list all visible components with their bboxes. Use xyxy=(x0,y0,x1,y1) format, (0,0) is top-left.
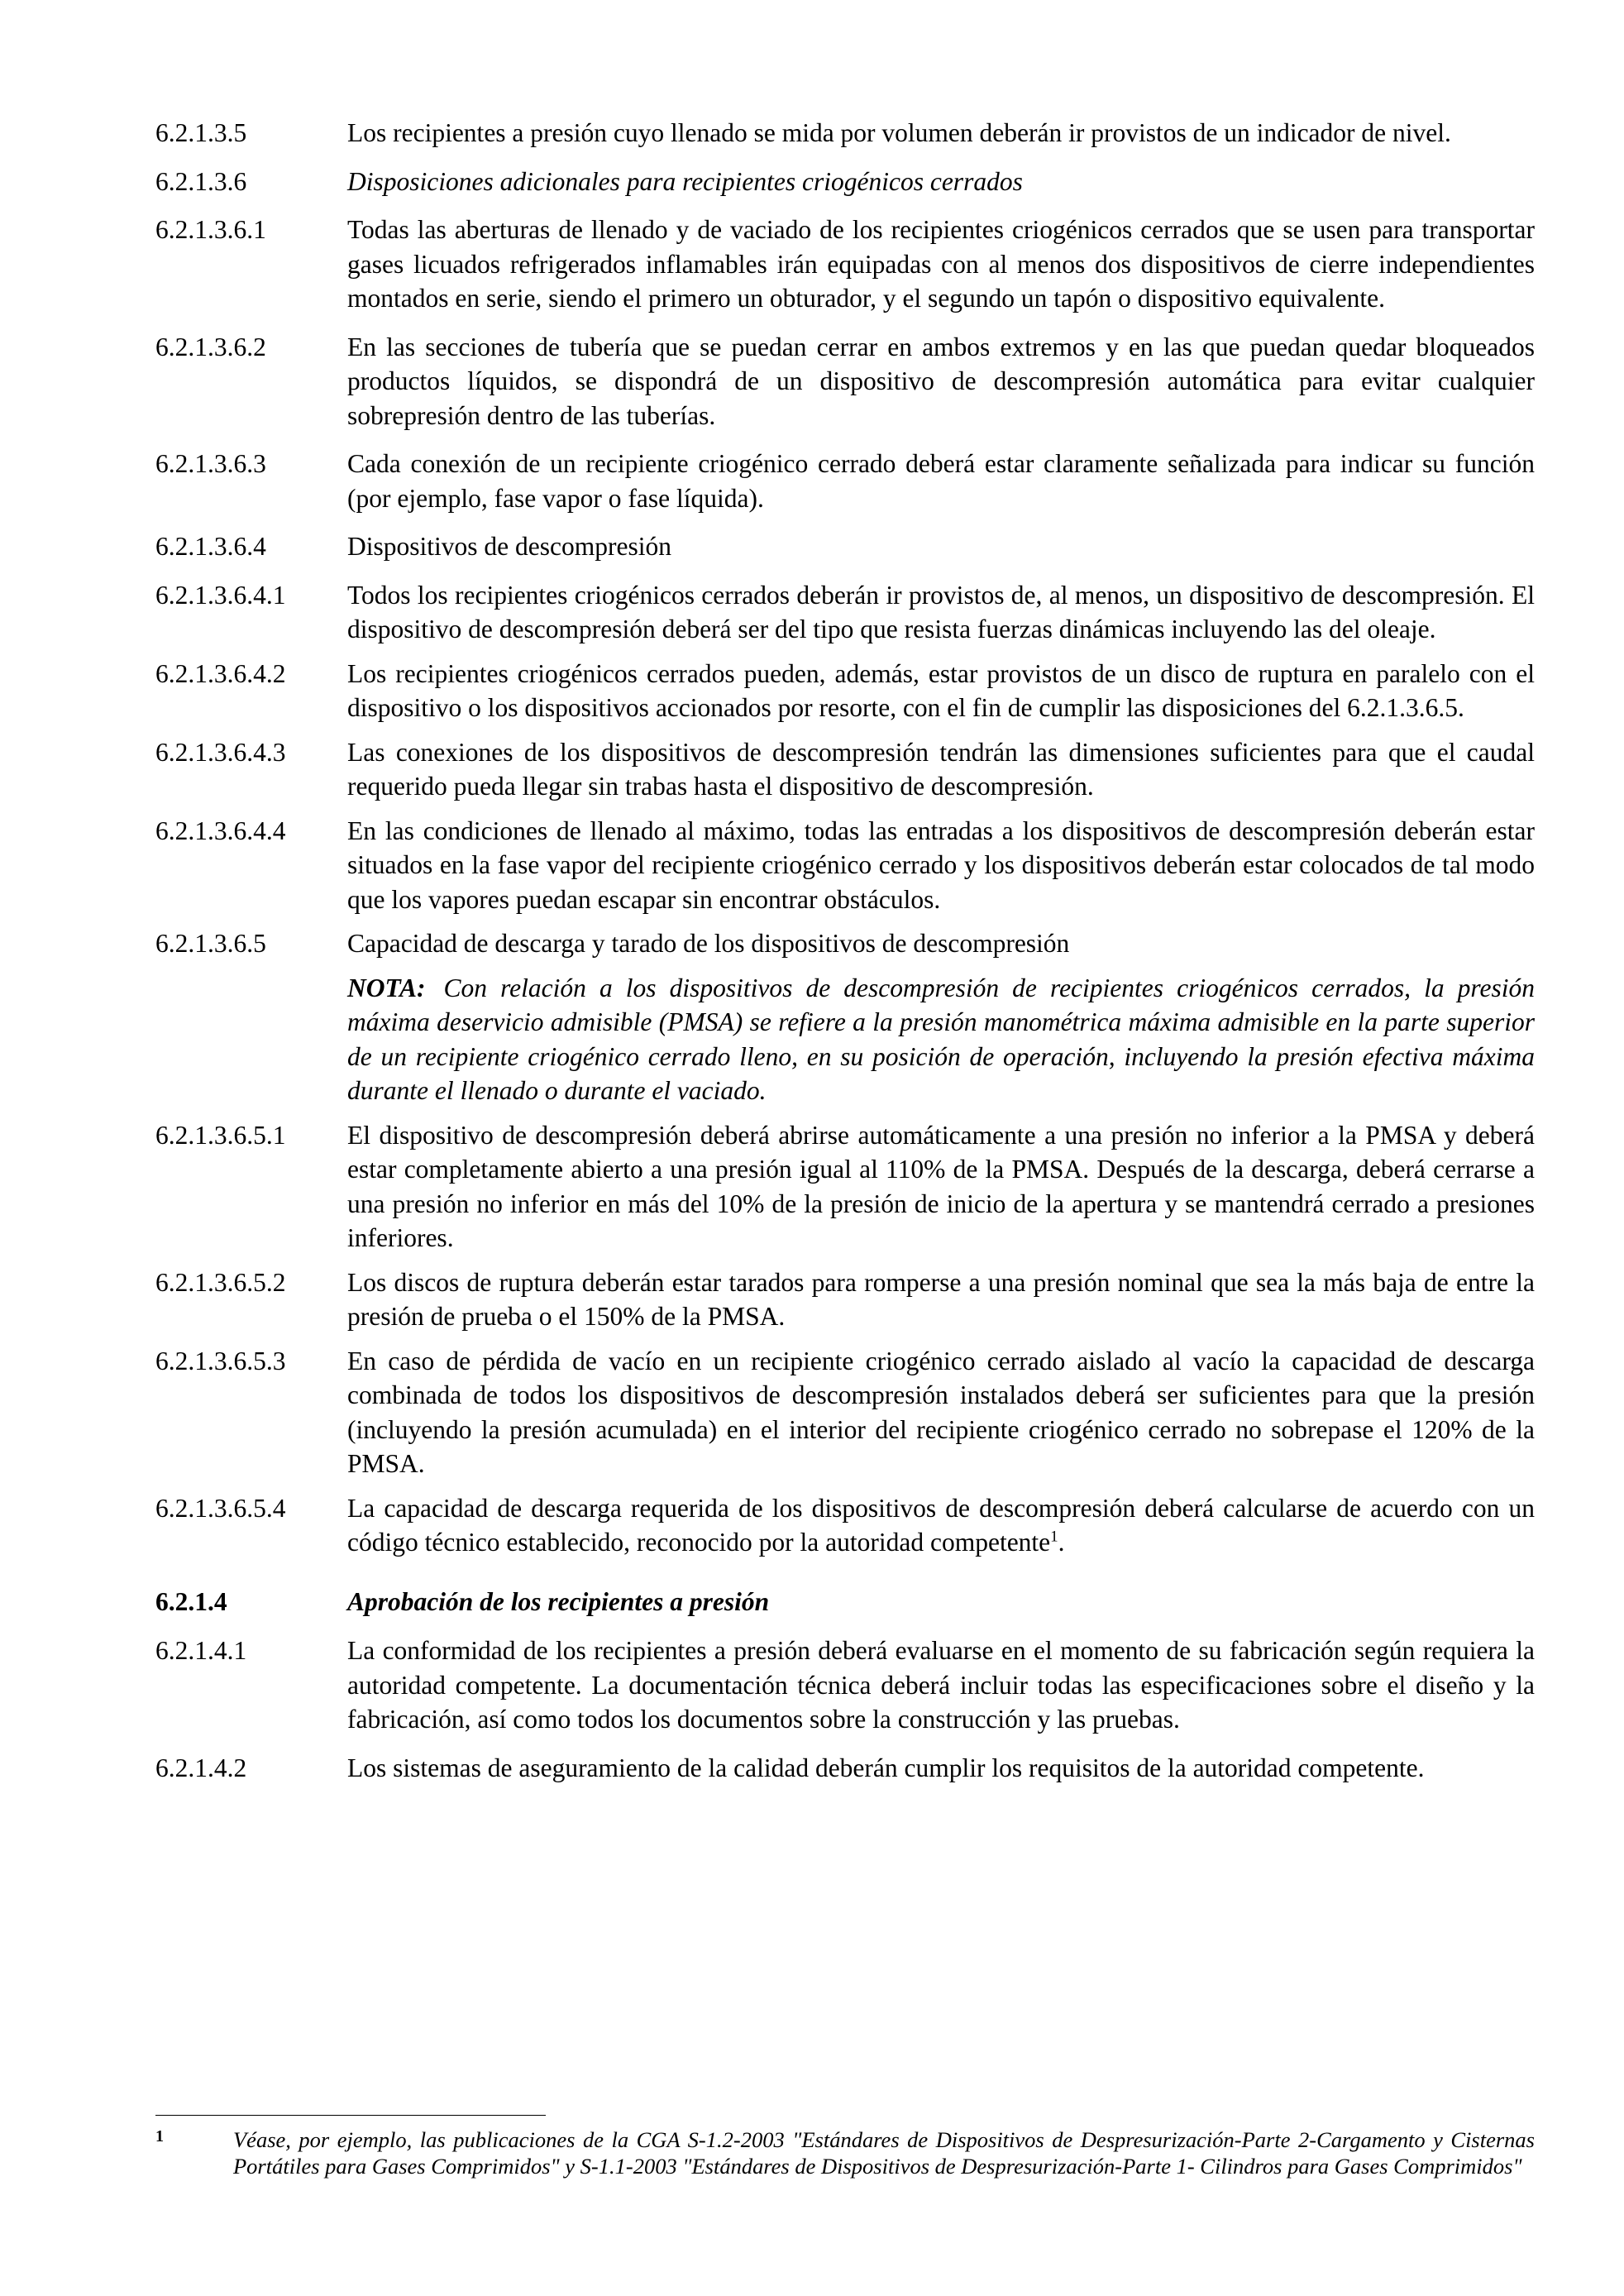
paragraph-6-2-1-4 xyxy=(155,1585,1535,1619)
paragraph-number: 6.2.1.3.6.3 xyxy=(155,449,266,478)
paragraph-6-2-1-3-6-4-4 xyxy=(155,814,1535,917)
footnote-mark: 1 xyxy=(155,2127,164,2145)
paragraph-text: El dispositivo de descompresión deberá abrirse automáticamente a una presión no inferior a la PMSA y deberá estar completamente abierto a una presión igual al 110% de la PMSA. Después de la descarga, deberá cerrarse a una presión no inferior en más del 10% de la presión de inicio de la apertura y se mantendrá cerrado a presiones inferiores. xyxy=(347,1120,1535,1252)
paragraph-text: La conformidad de los recipientes a presión deberá evaluarse en el momento de su fabricación según requiera la autoridad competente. La documentación técnica deberá incluir todas las especificaciones sobre el diseño y la fabricación, así como todos los documentos sobre la construcción y las pruebas. xyxy=(347,1636,1535,1734)
paragraph-6-2-1-4-2 xyxy=(155,1751,1535,1786)
paragraph-number: 6.2.1.3.6.4.3 xyxy=(155,737,286,767)
paragraph-text: Todos los recipientes criogénicos cerrados deberán ir provistos de, al menos, un dispositivo de descompresión. El dispositivo de descompresión deberá ser del tipo que resista fuerzas dinámicas incluyendo las del oleaje. xyxy=(347,580,1535,643)
paragraph-6-2-1-3-6-4-1 xyxy=(155,578,1535,647)
paragraph-number: 6.2.1.3.6.5.2 xyxy=(155,1267,286,1297)
paragraph-number: 6.2.1.4.2 xyxy=(155,1753,247,1782)
section-heading: Aprobación de los recipientes a presión xyxy=(347,1586,770,1616)
paragraph-number: 6.2.1.3.6.5.4 xyxy=(155,1493,286,1523)
paragraph-text xyxy=(347,1491,1535,1560)
paragraph-6-2-1-3-5 xyxy=(155,116,1535,151)
paragraph-number: 6.2.1.4.1 xyxy=(155,1636,247,1665)
paragraph-text: Las conexiones de los dispositivos de descompresión tendrán las dimensiones suficientes para que el caudal requerido pueda llegar sin trabas hasta el dispositivo de descompresión. xyxy=(347,737,1535,801)
paragraph-number: 6.2.1.3.6.1 xyxy=(155,215,266,244)
paragraph-6-2-1-3-6-4 xyxy=(155,529,1535,564)
footnote-text: Véase, por ejemplo, las publicaciones de la CGA S-1.2-2003 "Estándares de Dispositivos de Despresurización-Parte 2-Cargamento y Cisternas Portátiles para Gases Comprimidos" y S-1.1-2003 "Estándares de Dispositivos de Despresurización-Parte 1- Cilindros para Gases Comprimidos" xyxy=(233,2127,1535,2179)
note-label: NOTA: xyxy=(347,973,426,1002)
paragraph-number: 6.2.1.3.6.5 xyxy=(155,929,266,958)
paragraph-number: 6.2.1.3.6.4.1 xyxy=(155,580,286,610)
paragraph-text-tail: . xyxy=(1058,1528,1065,1557)
paragraph-text: Cada conexión de un recipiente criogénico cerrado deberá estar claramente señalizada para indicar su función (por ejemplo, fase vapor o fase líquida). xyxy=(347,449,1535,513)
paragraph-number: 6.2.1.3.6.5.3 xyxy=(155,1346,286,1375)
paragraph-6-2-1-3-6 xyxy=(155,165,1535,199)
paragraph-number: 6.2.1.3.6.4 xyxy=(155,532,266,561)
paragraph-number: 6.2.1.3.6 xyxy=(155,166,247,196)
paragraph-text: En las secciones de tubería que se puedan cerrar en ambos extremos y en las que puedan quedar bloqueados productos líquidos, se dispondrá de un dispositivo de descompresión automática para evitar cualquier sobrepresión dentro de las tuberías. xyxy=(347,332,1535,430)
paragraph-number: 6.2.1.3.6.2 xyxy=(155,332,266,361)
paragraph-6-2-1-3-6-5 xyxy=(155,926,1535,961)
paragraph-text: Los recipientes criogénicos cerrados pueden, además, estar provistos de un disco de ruptura en paralelo con el dispositivo o los dispositivos accionados por resorte, con el fin de cumplir las disposiciones del 6.2.1.3.6.5. xyxy=(347,658,1535,722)
note-block xyxy=(347,971,1535,1108)
note-text: Con relación a los dispositivos de descompresión de recipientes criogénicos cerrados, la presión máxima deservicio admisible (PMSA) se refiere a la presión manométrica máxima admisible en la parte superior de un recipiente criogénico cerrado lleno, en su posición de operación, incluyendo la presión efectiva máxima durante el llenado o durante el vaciado. xyxy=(347,973,1535,1105)
paragraph-text-body: La capacidad de descarga requerida de los dispositivos de descompresión deberá calcularse de acuerdo con un código técnico establecido, reconocido por la autoridad competente xyxy=(347,1493,1535,1557)
paragraph-6-2-1-3-6-5-4 xyxy=(155,1491,1535,1560)
paragraph-number: 6.2.1.4 xyxy=(155,1586,227,1616)
paragraph-number: 6.2.1.3.6.4.4 xyxy=(155,816,286,845)
footnote-reference: 1 xyxy=(1050,1528,1058,1546)
paragraph-6-2-1-3-6-1 xyxy=(155,213,1535,316)
paragraph-6-2-1-3-6-4-3 xyxy=(155,735,1535,804)
section-heading: Dispositivos de descompresión xyxy=(347,532,671,561)
paragraph-6-2-1-4-1 xyxy=(155,1634,1535,1737)
paragraph-number: 6.2.1.3.5 xyxy=(155,118,247,147)
footnote xyxy=(155,2127,1535,2179)
footnote-separator xyxy=(155,2115,546,2116)
paragraph-text: En las condiciones de llenado al máximo, todas las entradas a los dispositivos de descompresión deberán estar situados en la fase vapor del recipiente criogénico cerrado y los dispositivos deberán estar colocados de tal modo que los vapores puedan escapar sin encontrar obstáculos. xyxy=(347,816,1535,914)
paragraph-text: Todas las aberturas de llenado y de vaciado de los recipientes criogénicos cerrados que se usen para transportar gases licuados refrigerados inflamables irán equipadas con al menos dos dispositivos de cierre independientes montados en serie, siendo el primero un obturador, y el segundo un tapón o dispositivo equivalente. xyxy=(347,215,1535,313)
document-body xyxy=(155,116,1535,1799)
section-heading: Capacidad de descarga y tarado de los dispositivos de descompresión xyxy=(347,929,1070,958)
paragraph-number: 6.2.1.3.6.4.2 xyxy=(155,658,286,688)
paragraph-6-2-1-3-6-2 xyxy=(155,330,1535,433)
paragraph-6-2-1-3-6-5-2 xyxy=(155,1265,1535,1334)
paragraph-6-2-1-3-6-5-1 xyxy=(155,1118,1535,1256)
paragraph-text: En caso de pérdida de vacío en un recipiente criogénico cerrado aislado al vacío la capacidad de descarga combinada de todos los dispositivos de descompresión instalados deberá ser suficientes para que la presión (incluyendo la presión acumulada) en el interior del recipiente criogénico cerrado no sobrepase el 120% de la PMSA. xyxy=(347,1346,1535,1478)
section-heading: Disposiciones adicionales para recipientes criogénicos cerrados xyxy=(347,166,1023,196)
paragraph-text: Los sistemas de aseguramiento de la calidad deberán cumplir los requisitos de la autoridad competente. xyxy=(347,1753,1425,1782)
paragraph-6-2-1-3-6-4-2 xyxy=(155,657,1535,725)
paragraph-text: Los discos de ruptura deberán estar tarados para romperse a una presión nominal que sea la más baja de entre la presión de prueba o el 150% de la PMSA. xyxy=(347,1267,1535,1331)
paragraph-text: Los recipientes a presión cuyo llenado se mida por volumen deberán ir provistos de un indicador de nivel. xyxy=(347,118,1451,147)
paragraph-6-2-1-3-6-5-3 xyxy=(155,1344,1535,1481)
paragraph-6-2-1-3-6-3 xyxy=(155,447,1535,515)
paragraph-number: 6.2.1.3.6.5.1 xyxy=(155,1120,286,1150)
